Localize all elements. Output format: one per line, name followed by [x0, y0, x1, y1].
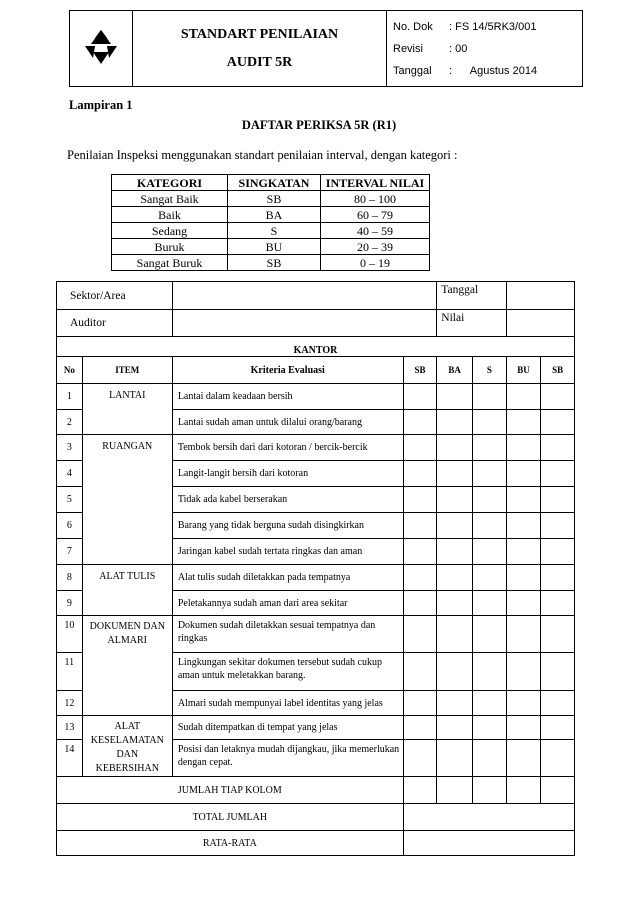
meta-key: Tanggal — [393, 64, 432, 77]
score-cell[interactable] — [473, 565, 507, 591]
nilai-input[interactable] — [506, 310, 574, 337]
kriteria-cell: Posisi dan letaknya mudah dijangkau, jika memerlukan dengan cepat. — [172, 740, 403, 777]
score-cell[interactable] — [437, 616, 473, 653]
kategori-row — [112, 239, 430, 255]
column-header-row — [57, 357, 575, 384]
kriteria-cell: Jaringan kabel sudah tertata ringkas dan aman — [172, 539, 403, 565]
intro-text: Penilaian Inspeksi menggunakan standart penilaian interval, dengan kategori : — [67, 148, 458, 162]
kategori-header: KATEGORI — [112, 175, 228, 191]
score-cell[interactable] — [541, 716, 575, 740]
interval-cell: 40 – 59 — [321, 223, 430, 239]
tanggal-label: Tanggal — [437, 282, 506, 310]
kriteria-cell: Barang yang tidak berguna sudah disingkirkan — [172, 513, 403, 539]
ba-header: BA — [437, 357, 473, 384]
score-cell[interactable] — [473, 539, 507, 565]
score-cell[interactable] — [403, 539, 437, 565]
score-cell[interactable] — [437, 565, 473, 591]
score-cell[interactable] — [473, 691, 507, 716]
item-alat-keselamatan: ALAT KESELAMATAN DAN KEBERSIHAN — [82, 716, 172, 777]
kriteria-cell: Lingkungan sekitar dokumen tersebut sudah cukup aman untuk meletakkan barang. — [172, 653, 403, 691]
score-cell[interactable] — [473, 384, 507, 410]
score-cell[interactable] — [473, 513, 507, 539]
kategori-cell: Baik — [112, 207, 228, 223]
jumlah-row — [57, 777, 575, 804]
kategori-cell: Sedang — [112, 223, 228, 239]
score-cell[interactable] — [506, 591, 541, 616]
singkatan-cell: S — [228, 223, 321, 239]
meta-value: : Agustus 2014 — [449, 64, 538, 77]
score-cell[interactable] — [437, 653, 473, 691]
score-cell[interactable] — [403, 487, 437, 513]
section-row — [57, 337, 575, 357]
sektor-row — [57, 282, 575, 310]
kriteria-cell: Almari sudah mempunyai label identitas yang jelas — [172, 691, 403, 716]
score-cell[interactable] — [506, 461, 541, 487]
kriteria-header: Kriteria Evaluasi — [172, 357, 403, 384]
kategori-cell: Sangat Baik — [112, 191, 228, 207]
kategori-table — [111, 174, 430, 271]
singkatan-cell: SB — [228, 191, 321, 207]
kriteria-cell: Lantai sudah aman untuk dilalui orang/barang — [172, 410, 403, 435]
meta-key: No. Dok — [393, 20, 433, 33]
score-cell[interactable] — [403, 616, 437, 653]
tanggal-input[interactable] — [506, 282, 574, 310]
sum-cell[interactable] — [403, 777, 437, 804]
score-cell[interactable] — [403, 716, 437, 740]
score-cell[interactable] — [506, 384, 541, 410]
score-cell[interactable] — [473, 740, 507, 777]
row-number: 1 — [57, 384, 83, 410]
score-cell[interactable] — [403, 461, 437, 487]
header-meta — [387, 11, 583, 87]
table-row — [57, 384, 575, 410]
sb2-header: SB — [541, 357, 575, 384]
rata-value[interactable] — [403, 831, 574, 856]
document-header — [69, 10, 583, 87]
logo-cell — [70, 11, 133, 87]
score-cell[interactable] — [541, 653, 575, 691]
score-cell[interactable] — [473, 653, 507, 691]
bu-header: BU — [506, 357, 541, 384]
score-cell[interactable] — [403, 691, 437, 716]
table-row — [57, 716, 575, 740]
score-cell[interactable] — [506, 513, 541, 539]
sum-cell[interactable] — [437, 777, 473, 804]
score-cell[interactable] — [403, 513, 437, 539]
score-cell[interactable] — [403, 384, 437, 410]
rata-label: RATA-RATA — [57, 831, 404, 856]
row-number: 4 — [57, 461, 83, 487]
score-cell[interactable] — [437, 539, 473, 565]
table-row — [57, 616, 575, 653]
kategori-row — [112, 191, 430, 207]
row-number: 8 — [57, 565, 83, 591]
sum-cell[interactable] — [473, 777, 507, 804]
auditor-row — [57, 310, 575, 337]
score-cell[interactable] — [437, 591, 473, 616]
row-number: 2 — [57, 410, 83, 435]
score-cell[interactable] — [541, 539, 575, 565]
score-cell[interactable] — [437, 740, 473, 777]
score-cell[interactable] — [437, 435, 473, 461]
score-cell[interactable] — [473, 461, 507, 487]
header-title — [133, 11, 387, 87]
total-row — [57, 804, 575, 831]
score-cell[interactable] — [437, 410, 473, 435]
score-cell[interactable] — [473, 591, 507, 616]
meta-value: : 00 — [449, 42, 468, 55]
kriteria-cell: Alat tulis sudah diletakkan pada tempatnya — [172, 565, 403, 591]
kriteria-cell: Dokumen sudah diletakkan sesuai tempatnya dan ringkas — [172, 616, 403, 653]
item-ruangan: RUANGAN — [82, 435, 172, 565]
lampiran-label: Lampiran 1 — [69, 98, 133, 112]
row-number: 5 — [57, 487, 83, 513]
row-number: 9 — [57, 591, 83, 616]
score-cell[interactable] — [403, 653, 437, 691]
row-number: 13 — [57, 716, 83, 740]
score-cell[interactable] — [541, 461, 575, 487]
score-cell[interactable] — [403, 740, 437, 777]
score-cell[interactable] — [473, 616, 507, 653]
score-cell[interactable] — [541, 691, 575, 716]
score-cell[interactable] — [506, 435, 541, 461]
row-number: 10 — [57, 616, 83, 653]
score-cell[interactable] — [506, 410, 541, 435]
kategori-row — [112, 255, 430, 271]
score-cell[interactable] — [506, 487, 541, 513]
score-cell[interactable] — [437, 513, 473, 539]
sektor-input[interactable] — [172, 282, 436, 310]
row-number: 11 — [57, 653, 83, 691]
score-cell[interactable] — [473, 487, 507, 513]
row-number: 6 — [57, 513, 83, 539]
item-alat-tulis: ALAT TULIS — [82, 565, 172, 616]
section-title: KANTOR — [57, 337, 575, 357]
singkatan-cell: BU — [228, 239, 321, 255]
no-header: No — [57, 357, 83, 384]
auditor-input[interactable] — [172, 310, 436, 337]
auditor-label: Auditor — [57, 310, 173, 337]
score-cell[interactable] — [437, 487, 473, 513]
item-lantai: LANTAI — [82, 384, 172, 435]
document-title: DAFTAR PERIKSA 5R (R1) — [241, 118, 397, 132]
score-cell[interactable] — [506, 740, 541, 777]
score-cell[interactable] — [437, 461, 473, 487]
meta-tanggal — [393, 60, 582, 82]
sektor-label: Sektor/Area — [57, 282, 173, 310]
score-cell[interactable] — [437, 716, 473, 740]
kriteria-cell: Lantai dalam keadaan bersih — [172, 384, 403, 410]
score-cell[interactable] — [473, 435, 507, 461]
score-cell[interactable] — [437, 691, 473, 716]
interval-cell: 20 – 39 — [321, 239, 430, 255]
checklist-table — [56, 281, 575, 856]
score-cell[interactable] — [403, 410, 437, 435]
singkatan-cell: BA — [228, 207, 321, 223]
score-cell[interactable] — [541, 435, 575, 461]
rata-row — [57, 831, 575, 856]
score-cell[interactable] — [473, 410, 507, 435]
kriteria-cell: Peletakannya sudah aman dari area sekitar — [172, 591, 403, 616]
table-row — [57, 565, 575, 591]
score-cell[interactable] — [403, 435, 437, 461]
interval-cell: 0 – 19 — [321, 255, 430, 271]
kategori-header-row — [112, 175, 430, 191]
interval-cell: 80 – 100 — [321, 191, 430, 207]
meta-value: : FS 14/5RK3/001 — [449, 20, 537, 33]
jumlah-label: JUMLAH TIAP KOLOM — [57, 777, 404, 804]
score-cell[interactable] — [541, 384, 575, 410]
score-cell[interactable] — [506, 539, 541, 565]
kriteria-cell: Langit-langit bersih dari kotoran — [172, 461, 403, 487]
item-dokumen: DOKUMEN DAN ALMARI — [82, 616, 172, 716]
kategori-cell: Buruk — [112, 239, 228, 255]
table-row — [57, 435, 575, 461]
interval-cell: 60 – 79 — [321, 207, 430, 223]
nilai-label: Nilai — [437, 310, 506, 337]
singkatan-header: SINGKATAN — [228, 175, 321, 191]
meta-revisi — [393, 38, 582, 60]
meta-key: Revisi — [393, 42, 423, 55]
kriteria-cell: Tidak ada kabel berserakan — [172, 487, 403, 513]
meta-no-dok — [393, 16, 582, 38]
triangle-logo-icon — [81, 53, 121, 70]
total-value[interactable] — [403, 804, 574, 831]
row-number: 7 — [57, 539, 83, 565]
kriteria-cell: Sudah ditempatkan di tempat yang jelas — [172, 716, 403, 740]
score-cell[interactable] — [437, 384, 473, 410]
kategori-row — [112, 223, 430, 239]
score-cell[interactable] — [506, 716, 541, 740]
row-number: 12 — [57, 691, 83, 716]
score-cell[interactable] — [403, 565, 437, 591]
sb-header: SB — [403, 357, 437, 384]
score-cell[interactable] — [506, 691, 541, 716]
score-cell[interactable] — [541, 565, 575, 591]
score-cell[interactable] — [541, 591, 575, 616]
kategori-row — [112, 207, 430, 223]
item-header: ITEM — [82, 357, 172, 384]
total-label: TOTAL JUMLAH — [57, 804, 404, 831]
score-cell[interactable] — [541, 410, 575, 435]
row-number: 14 — [57, 740, 83, 777]
score-cell[interactable] — [541, 487, 575, 513]
score-cell[interactable] — [506, 616, 541, 653]
header-title-line1: STANDART PENILAIAN — [180, 26, 339, 42]
s-header: S — [473, 357, 507, 384]
row-number: 3 — [57, 435, 83, 461]
score-cell[interactable] — [506, 653, 541, 691]
header-title-line2: AUDIT 5R — [226, 54, 293, 70]
sum-cell[interactable] — [506, 777, 541, 804]
sum-cell[interactable] — [541, 777, 575, 804]
score-cell[interactable] — [541, 513, 575, 539]
score-cell[interactable] — [473, 716, 507, 740]
kategori-cell: Sangat Buruk — [112, 255, 228, 271]
score-cell[interactable] — [541, 740, 575, 777]
kriteria-cell: Tembok bersih dari dari kotoran / bercik-bercik — [172, 435, 403, 461]
score-cell[interactable] — [541, 616, 575, 653]
interval-header: INTERVAL NILAI — [321, 175, 430, 191]
score-cell[interactable] — [506, 565, 541, 591]
score-cell[interactable] — [403, 591, 437, 616]
singkatan-cell: SB — [228, 255, 321, 271]
